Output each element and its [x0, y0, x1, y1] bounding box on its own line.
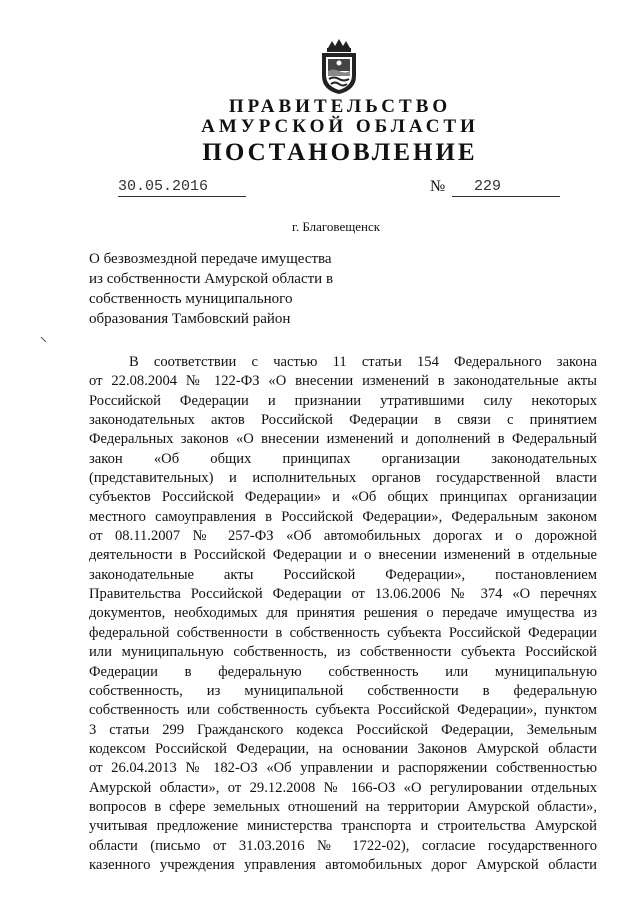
body-line: Федерации в федеральную собственность или муниципальную: [89, 663, 597, 680]
body-line: собственность, из муниципальной собственности в федеральную: [89, 682, 597, 699]
body-line: Правительства Российской Федерации от 13.06.2006 № 374 «О перечнях: [89, 586, 597, 603]
body-line: вопросов в сфере земельных отношений на территории Амурской области»,: [89, 798, 597, 815]
org-name-line2: АМУРСКОЙ ОБЛАСТИ: [201, 116, 479, 137]
body-line: В соответствии с частью 11 статьи 154 Федерального закона: [129, 354, 597, 370]
body-line: области (письмо от 31.03.2016 № 1722-02), согласие государственного: [89, 837, 597, 854]
subject-line: из собственности Амурской области в: [89, 271, 334, 287]
body-line: субъектов Российской Федерации» и «Об общих принципах организации: [89, 489, 597, 506]
number-sign: №: [430, 178, 446, 195]
subject-line: образования Тамбовский район: [89, 311, 291, 327]
stray-mark: [40, 336, 48, 344]
city-name: г. Благовещенск: [292, 219, 381, 234]
body-line: документов, необходимых для принятия решения о передаче имущества из: [89, 605, 597, 622]
number-underline: [452, 196, 560, 197]
body-line: кодексом Российской Федерации, на основании Законов Амурской области: [89, 740, 597, 757]
body-line: 3 статьи 299 Гражданского кодекса Российской Федерации, Земельным: [89, 721, 597, 738]
amur-region-coat-of-arms-icon: [316, 38, 362, 96]
document-subject: [89, 249, 389, 329]
document-body: [89, 353, 597, 875]
body-line: учитывая предложение министерства транспорта и строительства Амурской: [89, 818, 597, 835]
body-line: законодательные акты Российской Федерации», постановлением: [89, 566, 597, 583]
body-line: от 22.08.2004 № 122-ФЗ «О внесении изменений в законодательные акты: [89, 373, 597, 390]
body-line: собственность или собственность субъекта Российской Федерации», пунктом: [89, 702, 597, 719]
document-number: 229: [474, 178, 502, 195]
body-line: Амурской области», от 29.12.2008 № 166-ОЗ «О регулировании отдельных: [89, 779, 597, 796]
body-line: местного самоуправления в Российской Федерации», Федеральным законом: [89, 508, 597, 525]
body-line: Федеральных законов «О внесении изменений и дополнений в Федеральный: [89, 431, 597, 448]
body-line: деятельности в Российской Федерации и о внесении изменений в отдельные: [89, 547, 597, 564]
body-line: федеральной собственности в собственность субъекта Российской Федерации: [89, 624, 597, 641]
body-line: закон «Об общих принципах организации законодательных: [89, 450, 597, 467]
body-line: Российской Федерации и признании утратившими силу некоторых: [89, 392, 597, 409]
document-type-title: ПОСТАНОВЛЕНИЕ: [202, 139, 478, 166]
subject-line: собственность муниципального: [89, 291, 293, 307]
subject-line: О безвозмездной передаче имущества: [89, 251, 332, 267]
date-underline: [118, 196, 246, 197]
body-line: или муниципальную собственность, из собственности субъекта Российской: [89, 644, 597, 661]
body-line: от 26.04.2013 № 182-ОЗ «Об управлении и распоряжении собственностью: [89, 760, 597, 777]
body-line: казенного учреждения управления автомобильных дорог Амурской области: [89, 856, 597, 873]
document-date: 30.05.2016: [118, 178, 209, 195]
org-name-line1: ПРАВИТЕЛЬСТВО: [228, 96, 452, 117]
body-line: законодательных актов Российской Федерации в связи с принятием: [89, 412, 597, 429]
body-line: от 08.11.2007 № 257-ФЗ «Об автомобильных дорогах и о дорожной: [89, 528, 597, 545]
body-line: (представительных) и исполнительных органов государственной власти: [89, 470, 597, 487]
